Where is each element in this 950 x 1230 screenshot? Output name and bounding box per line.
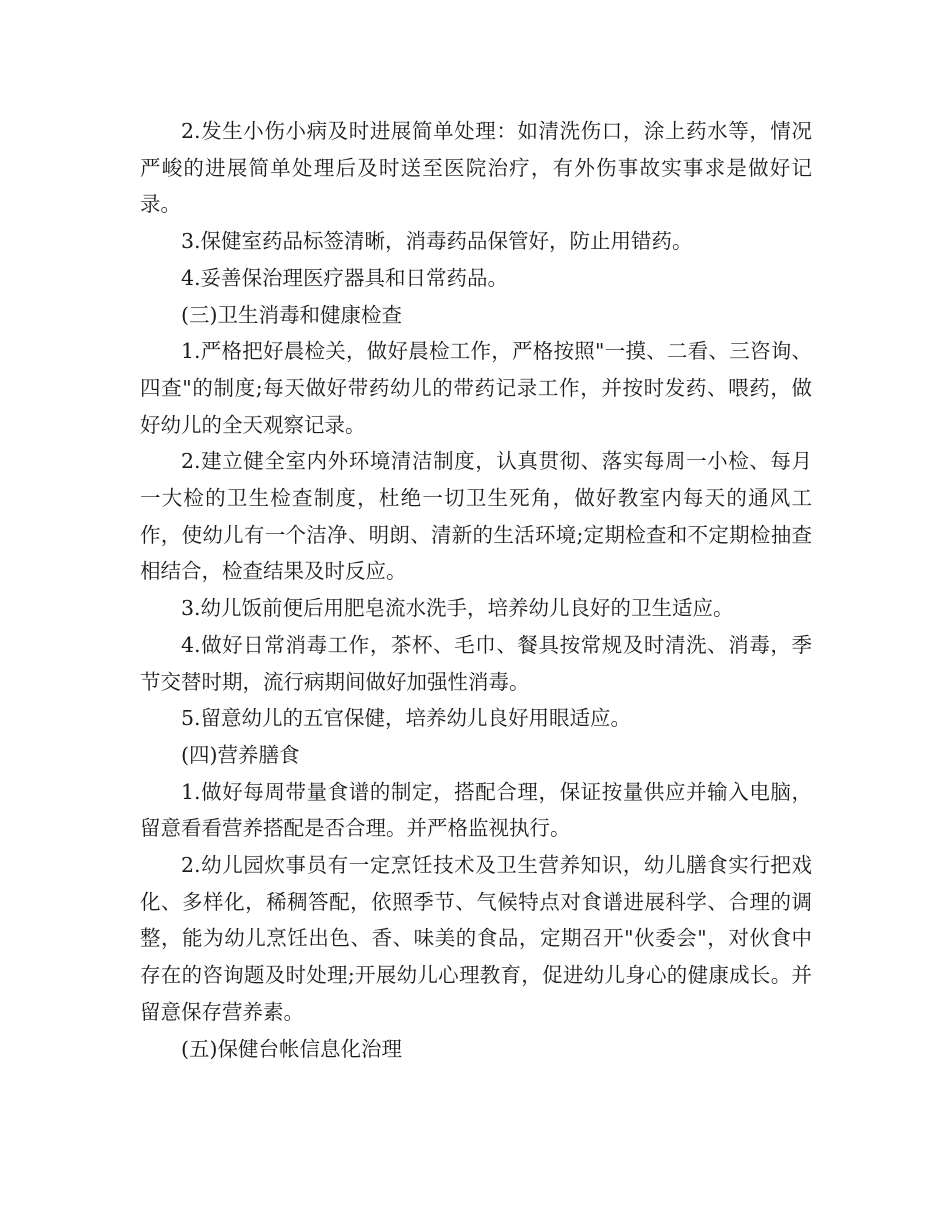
- paragraph-item-1-menu: 1.做好每周带量食谱的制定，搭配合理，保证按量供应并输入电脑，留意看看营养搭配是否合理。并严格监视执行。: [140, 779, 812, 841]
- paragraph-item-3-medicine-labels: 3.保健室药品标签清晰，消毒药品保管好，防止用错药。: [181, 229, 693, 254]
- paragraph-item-2-minor-injury: 2.发生小伤小病及时进展简单处理：如清洗伤口，涂上药水等，情况严峻的进展简单处理后及时送至医院治疗，有外伤事故实事求是做好记录。: [140, 119, 812, 217]
- paragraph-item-1-morning-check: 1.严格把好晨检关，做好晨检工作，严格按照"一摸、二看、三咨询、四查"的制度;每天做好带药幼儿的带药记录工作，并按时发药、喂药，做好幼儿的全天观察记录。: [140, 339, 812, 437]
- paragraph-item-5-eye-care: 5.留意幼儿的五官保健，培养幼儿良好用眼适应。: [181, 706, 632, 731]
- paragraph-item-4-disinfection: 4.做好日常消毒工作，茶杯、毛巾、餐具按常规及时清洗、消毒，季节交替时期，流行病期间做好加强性消毒。: [140, 632, 812, 694]
- document-body: [140, 113, 812, 1067]
- paragraph-item-2-kitchen-staff: 2.幼儿园炊事员有一定烹饪技术及卫生营养知识，幼儿膳食实行把戏化、多样化，稀稠答配，依照季节、气候特点对食谱进展科学、合理的调整，能为幼儿烹饪出色、香、味美的食品，定期召开"伙委会"，对伙食中存在的咨询题及时处理;开展幼儿心理教育，促进幼儿身心的健康成长。并留意保存营养素。: [140, 853, 812, 1024]
- section-heading-nutrition: (四)营养膳食: [181, 742, 300, 767]
- paragraph-item-4-equipment: 4.妥善保治理医疗器具和日常药品。: [181, 265, 509, 290]
- section-heading-hygiene: (三)卫生消毒和健康检查: [181, 302, 402, 327]
- paragraph-item-3-handwashing: 3.幼儿饭前便后用肥皂流水洗手，培养幼儿良好的卫生适应。: [181, 596, 734, 621]
- paragraph-item-2-environment: 2.建立健全室内外环境清洁制度，认真贯彻、落实每周一小检、每月一大检的卫生检查制度，杜绝一切卫生死角，做好教室内每天的通风工作，使幼儿有一个洁净、明朗、清新的生活环境;定期检查和不定期检抽查相结合，检查结果及时反应。: [140, 449, 812, 584]
- section-heading-records: (五)保健台帐信息化治理: [181, 1036, 402, 1061]
